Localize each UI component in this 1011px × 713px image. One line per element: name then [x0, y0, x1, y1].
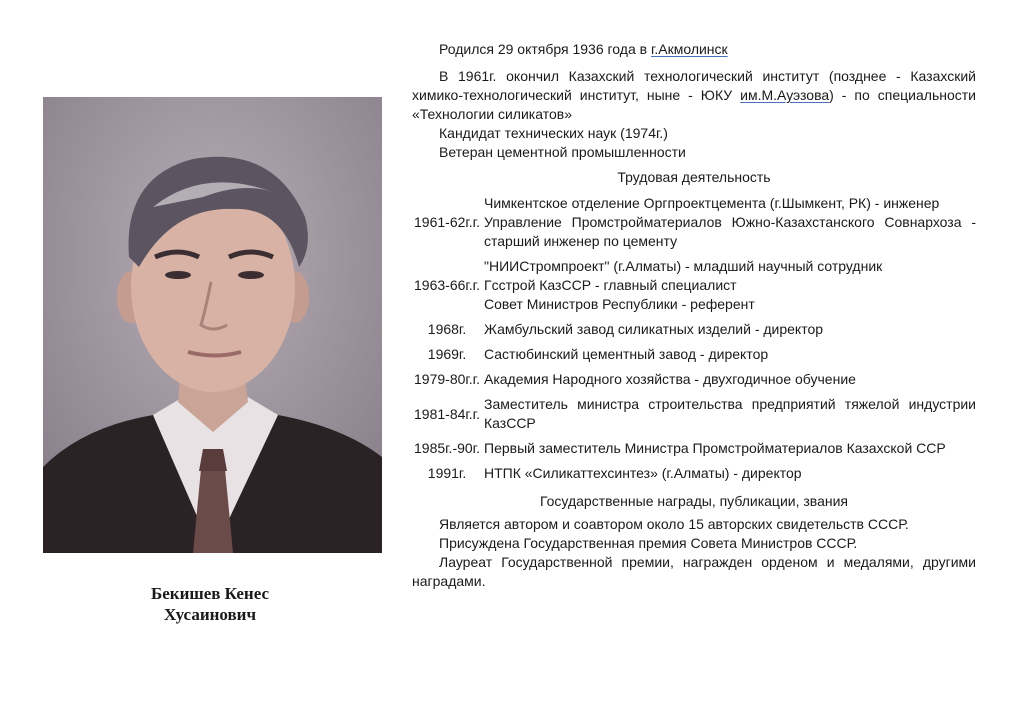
work-line: Управление Промстройматериалов Южно-Казахстанского Совнархоза - старший инженер по цементу	[484, 214, 976, 249]
work-row	[412, 317, 976, 342]
work-description	[484, 317, 976, 342]
work-line: Первый заместитель Министра Промстройматериалов Казахской ССР	[484, 440, 946, 456]
work-line: Жамбульский завод силикатных изделий - директор	[484, 321, 824, 337]
caption-patronymic: Хусаинович	[163, 605, 257, 624]
work-description	[484, 436, 976, 461]
born-line	[412, 40, 976, 59]
education-text-2: ) - по специальности «Технологии силикатов»	[412, 87, 976, 122]
work-row	[412, 342, 976, 367]
portrait-photo	[43, 97, 382, 553]
work-line: Гсстрой КазССР - главный специалист	[484, 277, 737, 293]
biography-text	[412, 40, 976, 591]
award-line: Является автором и соавтором около 15 авторских свидетельств СССР.	[439, 516, 909, 532]
work-years: 1969г.	[427, 346, 467, 362]
education-line	[412, 67, 976, 124]
work-row	[412, 367, 976, 392]
work-description	[484, 342, 976, 367]
work-description	[484, 461, 976, 486]
portrait-illustration	[43, 97, 382, 553]
work-row	[412, 392, 976, 436]
veteran-line: Ветеран цементной промышленности	[439, 144, 686, 160]
work-years: 1991г.	[427, 465, 467, 481]
work-line: Заместитель министра строительства предприятий тяжелой индустрии КазССР	[484, 396, 976, 431]
born-text: Родился 29 октября 1936 года в	[439, 41, 651, 57]
work-row	[412, 191, 976, 254]
work-line: Академия Народного хозяйства - двухгодичное обучение	[484, 371, 856, 387]
born-city: г.Акмолинск	[650, 41, 728, 57]
work-description	[484, 392, 976, 436]
degree-line: Кандидат технических наук (1974г.)	[439, 125, 668, 141]
work-years: 1968г.	[427, 321, 467, 337]
work-line: "НИИСтромпроект" (г.Алматы) - младший научный сотрудник	[484, 258, 883, 274]
work-description	[484, 191, 976, 254]
caption-name: Бекишев Кенес	[150, 584, 270, 603]
work-row	[412, 436, 976, 461]
work-heading: Трудовая деятельность	[617, 169, 771, 185]
work-description	[484, 254, 976, 317]
work-line: НТПК «Силикаттехсинтез» (г.Алматы) - директор	[484, 465, 802, 481]
education-text-1: В 1961г. окончил Казахский технологический институт (позднее - Казахский химико-технологический институт, ныне - ЮКУ	[412, 68, 976, 103]
award-line: Присуждена Государственная премия Совета Министров СССР.	[439, 535, 858, 551]
education-university-name: им.М.Ауэзова	[740, 87, 830, 103]
work-description	[484, 367, 976, 392]
awards-heading: Государственные награды, публикации, звания	[540, 493, 848, 509]
work-line: Совет Министров Республики - референт	[484, 296, 755, 312]
work-history-table	[412, 191, 976, 486]
award-line: Лауреат Государственной премии, награжден орденом и медалями, другими наградами.	[412, 554, 976, 589]
work-years: 1979-80г.г.	[414, 371, 480, 387]
work-years: 1981-84г.г.	[414, 405, 480, 422]
work-row	[412, 461, 976, 486]
work-years: 1961-62г.г.	[414, 214, 480, 230]
work-row	[412, 254, 976, 317]
portrait-caption	[90, 583, 330, 625]
work-line: Састюбинский цементный завод - директор	[484, 346, 769, 362]
work-years: 1985г.-90г.	[414, 440, 480, 456]
work-line: Чимкентское отделение Оргпроектцемента (г.Шымкент, РК) - инженер	[484, 195, 940, 211]
work-years: 1963-66г.г.	[414, 277, 480, 293]
